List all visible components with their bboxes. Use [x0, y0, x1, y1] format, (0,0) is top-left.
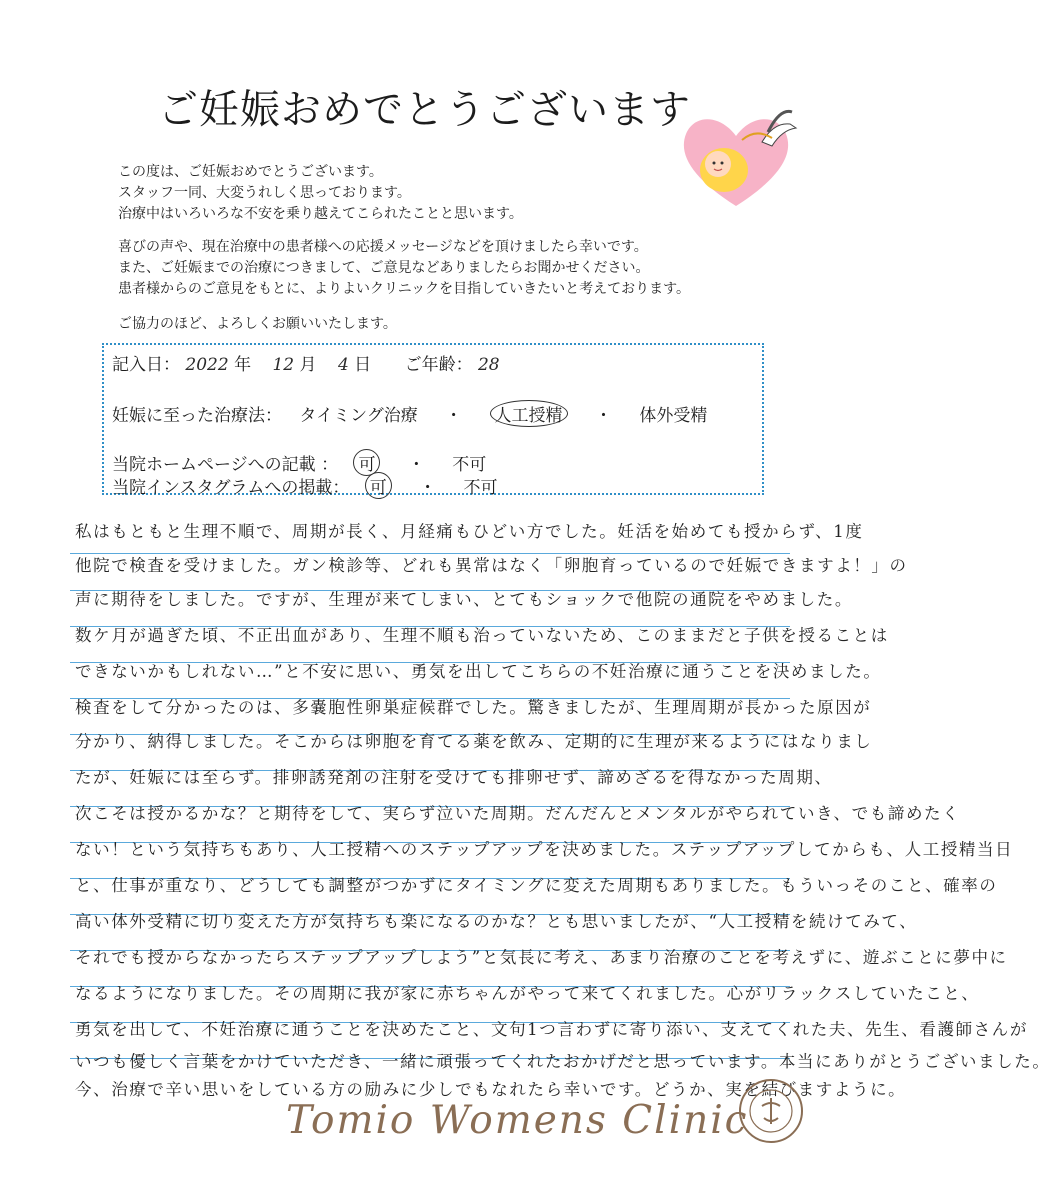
date-day-value: 4	[337, 355, 349, 375]
date-year-value: 2022	[185, 355, 229, 375]
message-line: 私はもともと生理不順で、周期が長く、月経痛もひどい方でした。妊活を始めても授からず、1度	[75, 522, 864, 541]
message-line: できないかもしれない…”と不安に思い、勇気を出してこちらの不妊治療に通うことを決めました。	[75, 662, 882, 681]
treatment-option-artificial-insemination: 人工授精	[490, 400, 568, 427]
message-line: いつも優しく言葉をかけていただき、一緒に頑張ってくれたおかげだと思っています。本当にありがとうございました。	[75, 1052, 1050, 1071]
message-line: それでも授からなかったらステップアップしよう”と気長に考え、あまり治療のことを考えずに、遊ぶことに夢中に	[75, 948, 1008, 967]
message-line: 分かり、納得しました。そこからは卵胞を育てる薬を飲み、定期的に生理が来るようにはなりまし	[75, 732, 873, 751]
message-line: たが、妊娠には至らず。排卵誘発剤の注射を受けても排卵せず、諦めざるを得なかった周期、	[75, 768, 833, 787]
month-unit: 月	[299, 355, 317, 375]
intro-line: また、ご妊娠までの治療につきまして、ご意見などありましたらお聞かせください。	[118, 260, 650, 276]
message-line: 勇気を出して、不妊治療に通うことを決めたこと、文句1つ言わずに寄り添い、支えてくれた夫、先生、看護師さんが	[75, 1020, 1028, 1039]
message-line: 高い体外受精に切り変えた方が気持ちも楽になるのかな？とも思いましたが、“人工授精を続けてみて、	[75, 912, 918, 931]
year-unit: 年	[234, 355, 252, 375]
intro-line: 患者様からのご意見をもとに、よりよいクリニックを目指していきたいと考えております。	[118, 281, 691, 297]
message-line: 数ケ月が過ぎた頃、不正出血があり、生理不順も治っていないため、このままだと子供を授ることは	[75, 626, 889, 645]
message-line: 次こそは授かるかな？と期待をして、実らず泣いた周期。だんだんとメンタルがやられていき、でも諦めたく	[75, 804, 961, 823]
message-line: なるようになりました。その周期に我が家に赤ちゃんがやって来てくれました。心がリラックスしていたこと、	[75, 984, 980, 1003]
instagram-deny-option: 不可	[463, 478, 498, 498]
message-line: 検査をして分かったのは、多嚢胞性卵巣症候群でした。驚きましたが、生理周期が長かった原因が	[75, 698, 872, 717]
date-label: 記入日：	[112, 355, 180, 375]
intro-line: 治療中はいろいろな不安を乗り越えてこられたことと思います。	[118, 206, 523, 222]
separator: ・	[445, 406, 463, 426]
age-value: 28	[477, 355, 500, 375]
message-line: 声に期待をしました。ですが、生理が来てしまい、とてもショックで他院の通院をやめました。	[75, 590, 853, 609]
ruled-lines	[70, 0, 790, 1100]
homepage-label: 当院ホームページへの記載 ：	[112, 455, 339, 475]
page-title: ご妊娠おめでとうございます	[158, 87, 691, 133]
clinic-seal-logo	[738, 1078, 804, 1144]
treatment-label: 妊娠に至った治療法：	[112, 406, 282, 426]
homepage-allow-option: 可	[353, 449, 380, 476]
day-unit: 日	[354, 355, 372, 375]
separator: ・	[419, 478, 437, 498]
age-label: ご年齢：	[404, 355, 473, 375]
treatment-option-ivf: 体外受精	[639, 406, 708, 426]
treatment-option-timing: タイミング治療	[299, 406, 418, 426]
message-line: 今、治療で辛い思いをしている方の励みに少しでもなれたら幸いです。どうか、実を結びますように。	[75, 1080, 907, 1099]
message-line: 他院で検査を受けました。ガン検診等、どれも異常はなく「卵胞育っているので妊娠できますよ！」の	[75, 556, 908, 575]
instagram-label: 当院インスタグラムへの掲載：	[112, 478, 350, 498]
intro-line: スタッフ一同、大変うれしく思っております。	[118, 185, 411, 201]
intro-line: 喜びの声や、現在治療中の患者様への応援メッセージなどを頂けましたら幸いです。	[118, 239, 648, 255]
intro-line: この度は、ご妊娠おめでとうございます。	[118, 164, 383, 180]
date-month-value: 12	[272, 355, 295, 375]
message-line: と、仕事が重なり、どうしても調整がつかずにタイミングに変えた周期もありました。もういっそのこと、確率の	[75, 876, 998, 895]
separator: ・	[594, 406, 612, 426]
clinic-name-logo: Tomio Womens Clinic	[286, 1098, 749, 1143]
instagram-allow-option: 可	[365, 472, 392, 499]
homepage-deny-option: 不可	[452, 455, 487, 475]
intro-line: ご協力のほど、よろしくお願いいたします。	[118, 316, 397, 332]
message-line: ない！という気持ちもあり、人工授精へのステップアップを決めました。ステップアップしてからも、人工授精当日	[75, 840, 1014, 859]
separator: ・	[407, 455, 425, 475]
